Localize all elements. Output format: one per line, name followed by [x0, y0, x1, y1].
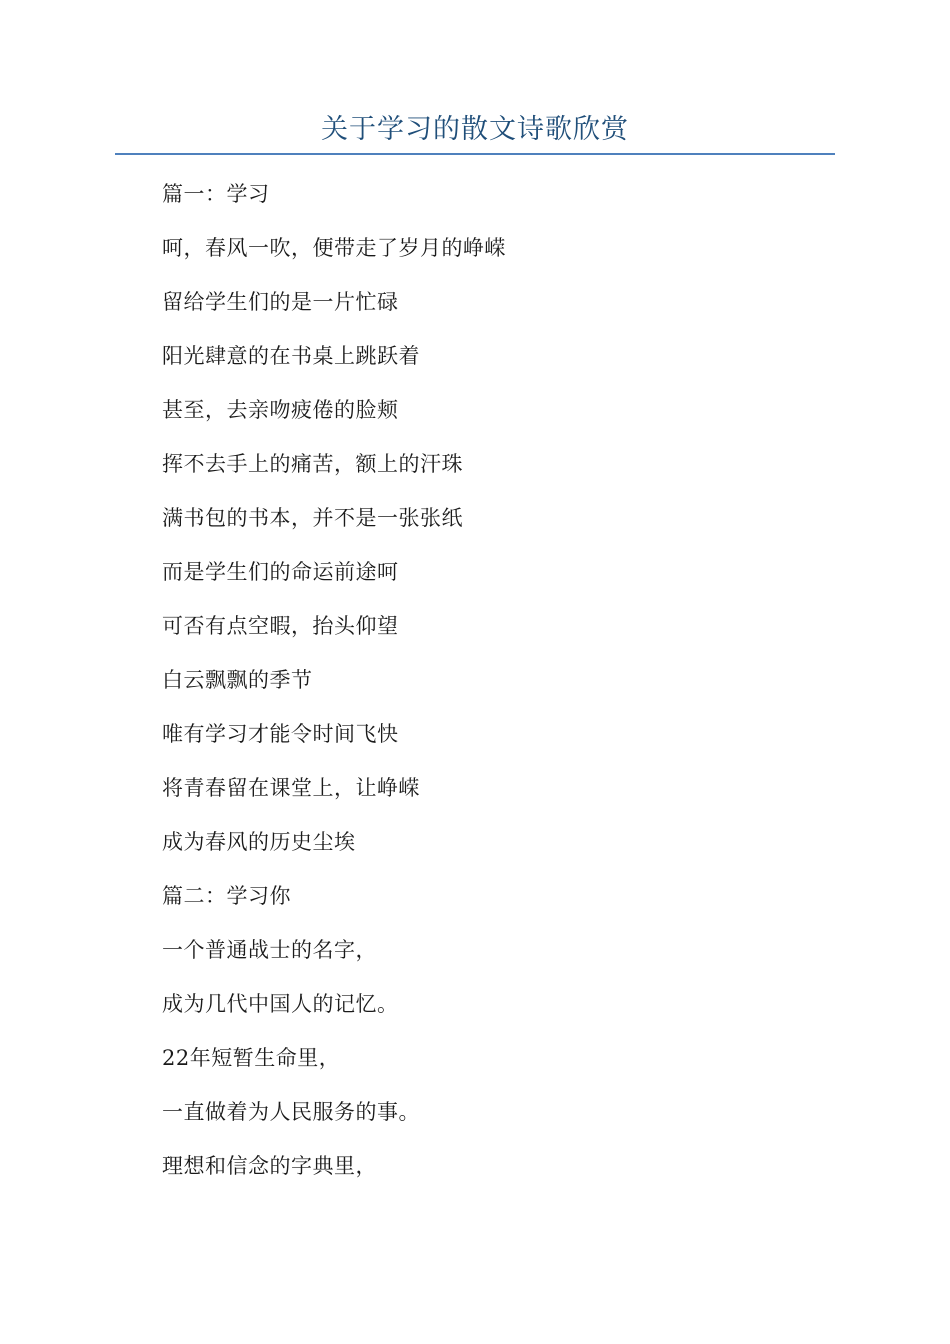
poem-line: 唯有学习才能令时间飞快: [162, 722, 399, 746]
poem-line: 而是学生们的命运前途呵: [162, 560, 399, 584]
poem-line: 成为春风的历史尘埃: [162, 830, 356, 854]
poem-line: 挥不去手上的痛苦，额上的汗珠: [162, 452, 463, 476]
poem-line: 将青春留在课堂上，让峥嵘: [162, 776, 420, 800]
poem-line: 22年短暂生命里，: [162, 1046, 341, 1070]
poem-line: 呵，春风一吹，便带走了岁月的峥嵘: [162, 236, 506, 260]
poem-line: 白云飘飘的季节: [162, 668, 313, 692]
poem-line: 一直做着为人民服务的事。: [162, 1100, 420, 1124]
poem-line: 可否有点空暇，抬头仰望: [162, 614, 399, 638]
section-heading-1: 篇一：学习: [162, 182, 270, 206]
title-underline: [115, 153, 835, 155]
poem-line: 理想和信念的字典里，: [162, 1154, 377, 1178]
poem-body: [162, 176, 842, 1202]
poem-line: 成为几代中国人的记忆。: [162, 992, 399, 1016]
poem-line: 甚至，去亲吻疲倦的脸颊: [162, 398, 399, 422]
poem-line: 留给学生们的是一片忙碌: [162, 290, 399, 314]
poem-line: 满书包的书本，并不是一张张纸: [162, 506, 463, 530]
document-title: 关于学习的散文诗歌欣赏: [321, 114, 629, 145]
poem-line: 一个普通战士的名字，: [162, 938, 377, 962]
section-heading-2: 篇二：学习你: [162, 884, 291, 908]
poem-line: 阳光肆意的在书桌上跳跃着: [162, 344, 420, 368]
